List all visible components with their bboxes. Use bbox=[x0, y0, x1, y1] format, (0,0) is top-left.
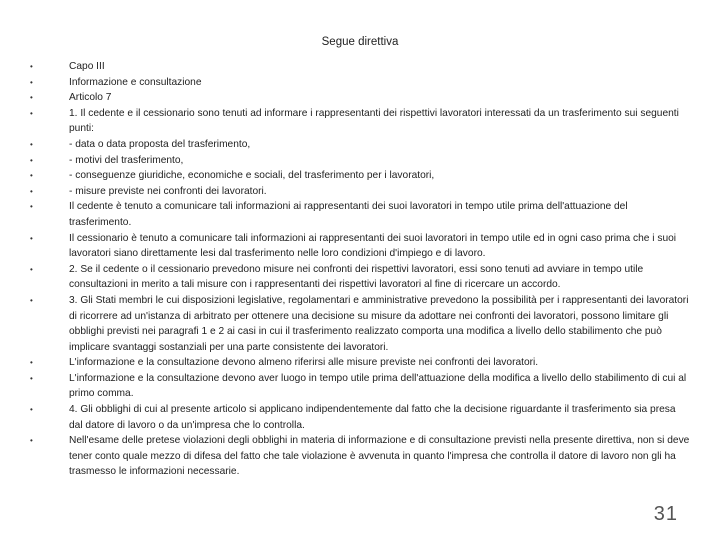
item-text: L'informazione e la consultazione devono aver luogo in tempo utile prima dell'attuazione della modifica a livello dello stabilimento di cui al primo comma. bbox=[69, 372, 687, 400]
bullet-icon: • bbox=[30, 186, 33, 196]
bullet-icon: • bbox=[30, 93, 33, 103]
bullet-icon: • bbox=[30, 108, 33, 118]
list-item bbox=[30, 168, 690, 184]
bullet-icon: • bbox=[30, 202, 33, 212]
item-text: Il cedente è tenuto a comunicare tali informazioni ai rappresentanti dei suoi lavoratori in tempo utile prima dell'attuazione del trasferimento. bbox=[69, 201, 628, 228]
bullet-icon: • bbox=[30, 62, 33, 71]
list-item bbox=[30, 75, 690, 91]
bullet-icon: • bbox=[30, 171, 33, 181]
list-item bbox=[30, 355, 690, 371]
item-text: 2. Se il cedente o il cessionario prevedono misure nei confronti dei rispettivi lavoratori, essi sono tenuti ad avviare in tempo utile consultazioni in merito a tali misure con i rappresentanti dei rispettivi lavoratori al fine di ricercare un accordo. bbox=[69, 263, 644, 291]
item-text: - conseguenze giuridiche, economiche e sociali, del trasferimento per i lavoratori, bbox=[69, 170, 435, 182]
bullet-icon: • bbox=[30, 233, 33, 243]
page-number: 31 bbox=[653, 503, 678, 525]
item-text: Il cessionario è tenuto a comunicare tali informazioni ai rappresentanti dei suoi lavoratori in tempo utile ed in ogni caso prima che i suoi lavoratori siano direttamente lesi dal trasferimento nelle loro condizioni d'impiego e di lavoro. bbox=[69, 232, 677, 260]
item-text: Informazione e consultazione bbox=[69, 76, 202, 88]
bullet-icon: • bbox=[30, 436, 33, 446]
item-text: 4. Gli obblighi di cui al presente articolo si applicano indipendentemente dal fatto che la decisione riguardante il trasferimento sia presa dal datore di lavoro o da un'impresa che lo controlla. bbox=[69, 404, 676, 431]
list-item bbox=[30, 106, 690, 137]
item-text: - misure previste nei confronti dei lavoratori. bbox=[69, 185, 267, 197]
list-item bbox=[30, 402, 690, 433]
list-item bbox=[30, 293, 690, 355]
list-item bbox=[30, 59, 690, 75]
bullet-icon: • bbox=[30, 139, 33, 149]
item-text: 1. Il cedente e il cessionario sono tenuti ad informare i rappresentanti dei rispettivi lavoratori interessati da un trasferimento sui seguenti punti: bbox=[69, 107, 679, 135]
list-item bbox=[30, 199, 690, 230]
bullet-icon: • bbox=[30, 77, 33, 87]
list-item bbox=[30, 433, 690, 480]
slide-title: Segue direttiva bbox=[321, 36, 399, 48]
list-item bbox=[30, 262, 690, 293]
item-text: L'informazione e la consultazione devono almeno riferirsi alle misure previste nei confronti dei lavoratori. bbox=[69, 357, 539, 369]
list-item bbox=[30, 231, 690, 262]
bullet-icon: • bbox=[30, 264, 33, 274]
bullet-icon: • bbox=[30, 155, 33, 165]
bullet-icon: • bbox=[30, 358, 33, 368]
item-text: 3. Gli Stati membri le cui disposizioni legislative, regolamentari e amministrative prevedono la possibilità per i rappresentanti dei lavoratori di ricorrere ad un'istanza di arbitrato per ottenere una decisione su misure da adottare nei confronti dei lavoratori, possono limitare gli obblighi previsti nei paragrafi 1 e 2 ai casi in cui il trasferimento realizzato comporta una modifica a livello dello stabilimento che può implicare svantaggi sostanziali per una parte consistente dei lavoratori. bbox=[69, 294, 689, 353]
bullet-icon: • bbox=[30, 295, 33, 305]
bullet-icon: • bbox=[30, 405, 33, 415]
item-text: - motivi del trasferimento, bbox=[69, 154, 184, 166]
list-item bbox=[30, 137, 690, 153]
item-text: Articolo 7 bbox=[69, 92, 112, 104]
list-item bbox=[30, 184, 690, 200]
bullet-list bbox=[30, 59, 690, 480]
item-text: Nell'esame delle pretese violazioni degli obblighi in materia di informazione e di consultazione previsti nella presente direttiva, non si deve tener conto quale mezzo di difesa del fatto che tale violazione è avvenuta in quanto l'impresa che controlla il datore di lavoro non gli ha trasmesso le informazioni necessarie. bbox=[69, 435, 690, 478]
list-item bbox=[30, 153, 690, 169]
list-item bbox=[30, 371, 690, 402]
item-text: - data o data proposta del trasferimento, bbox=[69, 138, 251, 150]
item-text: Capo III bbox=[69, 61, 105, 72]
bullet-icon: • bbox=[30, 373, 33, 383]
list-item bbox=[30, 90, 690, 106]
